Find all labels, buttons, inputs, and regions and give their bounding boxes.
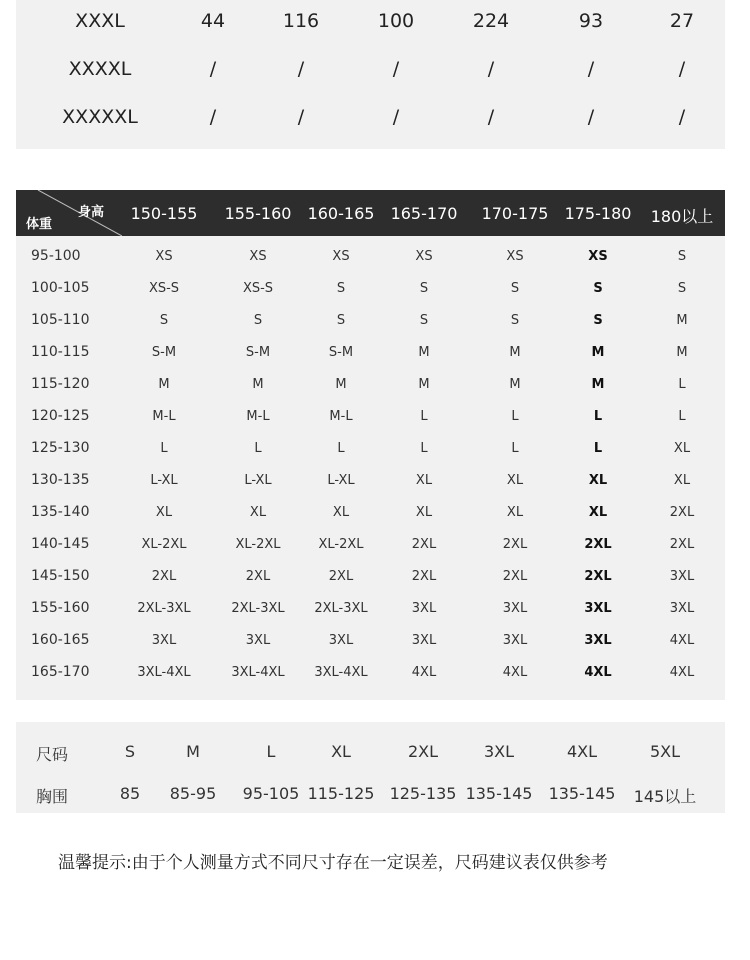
recommended-size: 2XL-3XL — [137, 601, 191, 616]
recommended-size: 3XL — [328, 633, 354, 648]
row-label: 尺码 — [36, 745, 69, 764]
recommended-size: L — [160, 441, 168, 456]
recommended-size: L — [678, 377, 686, 392]
height-range-header: 160-165 — [307, 204, 375, 223]
recommended-size: M-L — [329, 409, 353, 424]
weight-range-label: 95-100 — [31, 248, 81, 264]
bust-value: 95-105 — [242, 784, 300, 803]
height-range-header: 165-170 — [390, 204, 458, 223]
weight-row — [16, 336, 725, 368]
recommended-size: M — [591, 377, 605, 392]
recommended-size: 3XL — [502, 601, 528, 616]
weight-range-label: 120-125 — [31, 408, 90, 424]
recommended-size: M — [676, 313, 688, 328]
recommended-size: L-XL — [150, 473, 178, 488]
bust-value: 135-145 — [465, 784, 533, 803]
recommended-size: 2XL — [411, 537, 437, 552]
measurement-value: / — [487, 58, 495, 80]
size-label: XXXXL — [68, 58, 132, 80]
row-label: 胸围 — [36, 787, 69, 806]
height-range-header: 180以上 — [650, 207, 714, 226]
recommended-size: S-M — [151, 345, 177, 360]
recommended-size: 3XL-4XL — [231, 665, 285, 680]
top-table-row — [16, 4, 725, 34]
recommended-size: S — [593, 313, 603, 328]
weight-range-label: 115-120 — [31, 376, 90, 392]
measurement-value: 44 — [200, 10, 226, 32]
recommended-size: L — [254, 441, 262, 456]
weight-row — [16, 400, 725, 432]
recommended-size: XL — [673, 473, 691, 488]
recommended-size: L — [593, 441, 603, 456]
weight-row — [16, 624, 725, 656]
recommended-size: S — [677, 249, 687, 264]
size-name: 5XL — [649, 742, 681, 761]
recommended-size: 2XL — [411, 569, 437, 584]
weight-row — [16, 432, 725, 464]
weight-row — [16, 368, 725, 400]
recommended-size: XS — [155, 249, 173, 264]
size-name: 2XL — [407, 742, 439, 761]
recommended-size: L — [511, 409, 519, 424]
measurement-value: 27 — [669, 10, 695, 32]
weight-row — [16, 464, 725, 496]
recommended-size: S — [159, 313, 169, 328]
recommended-size: S — [419, 313, 429, 328]
recommended-size: 2XL-3XL — [231, 601, 285, 616]
measurement-value: / — [587, 106, 595, 128]
recommended-size: 2XL — [502, 569, 528, 584]
recommended-size: S — [593, 281, 603, 296]
recommended-size: M — [252, 377, 264, 392]
weight-row — [16, 528, 725, 560]
recommended-size: XL — [155, 505, 173, 520]
bust-value: 125-135 — [389, 784, 457, 803]
recommended-size: M — [676, 345, 688, 360]
measurement-value: / — [392, 106, 400, 128]
recommended-size: 2XL — [245, 569, 271, 584]
size-name: XL — [331, 742, 351, 761]
measurement-tip: 温馨提示:由于个人测量方式不同尺寸存在一定误差，尺码建议表仅供参考 — [58, 853, 608, 873]
height-range-header: 155-160 — [224, 204, 292, 223]
recommended-size: 3XL — [584, 601, 612, 616]
height-label: 身高 — [78, 205, 105, 220]
recommended-size: S — [336, 313, 346, 328]
measurement-value: / — [678, 106, 686, 128]
recommended-size: S — [419, 281, 429, 296]
recommended-size: XL — [249, 505, 267, 520]
recommended-size: S — [510, 313, 520, 328]
weight-range-label: 165-170 — [31, 664, 90, 680]
recommended-size: L-XL — [327, 473, 355, 488]
recommended-size: S — [253, 313, 263, 328]
recommended-size: 4XL — [669, 665, 695, 680]
measurement-value: 224 — [472, 10, 510, 32]
recommended-size: L — [337, 441, 345, 456]
weight-row — [16, 656, 725, 688]
recommended-size: L — [420, 441, 428, 456]
recommended-size: L-XL — [244, 473, 272, 488]
recommended-size: L — [511, 441, 519, 456]
size-name: M — [186, 742, 200, 761]
weight-row — [16, 240, 725, 272]
measurement-value: / — [209, 106, 217, 128]
weight-row — [16, 496, 725, 528]
recommended-size: M — [158, 377, 170, 392]
recommended-size: 3XL-4XL — [314, 665, 368, 680]
size-name: L — [266, 742, 276, 761]
weight-range-label: 130-135 — [31, 472, 90, 488]
weight-row — [16, 272, 725, 304]
recommended-size: 3XL — [245, 633, 271, 648]
weight-range-label: 145-150 — [31, 568, 90, 584]
recommended-size: 3XL — [669, 601, 695, 616]
measurement-value: / — [392, 58, 400, 80]
recommended-size: 2XL — [502, 537, 528, 552]
header-corner — [16, 190, 122, 236]
size-name: 4XL — [566, 742, 598, 761]
recommended-size: 3XL — [411, 601, 437, 616]
measurement-value: / — [209, 58, 217, 80]
recommended-size: M — [335, 377, 347, 392]
weight-row — [16, 560, 725, 592]
recommended-size: 2XL — [584, 569, 612, 584]
recommended-size: M — [418, 377, 430, 392]
recommended-size: XL — [588, 473, 608, 488]
recommended-size: L — [593, 409, 603, 424]
recommended-size: 3XL — [584, 633, 612, 648]
recommended-size: 2XL — [151, 569, 177, 584]
measurement-value: / — [297, 106, 305, 128]
size-label: XXXXXL — [62, 106, 138, 128]
recommended-size: XL — [332, 505, 350, 520]
recommended-size: 4XL — [502, 665, 528, 680]
recommended-size: S — [510, 281, 520, 296]
recommended-size: XS-S — [242, 281, 274, 296]
recommended-size: XS — [588, 249, 608, 264]
size-name: 3XL — [483, 742, 515, 761]
weight-range-label: 160-165 — [31, 632, 90, 648]
recommended-size: S — [336, 281, 346, 296]
weight-height-size-table — [16, 190, 725, 700]
recommended-size: XS — [249, 249, 267, 264]
measurement-value: 116 — [282, 10, 320, 32]
recommended-size: XL — [415, 505, 433, 520]
weight-range-label: 125-130 — [31, 440, 90, 456]
recommended-size: S-M — [328, 345, 354, 360]
weight-row — [16, 592, 725, 624]
weight-row — [16, 304, 725, 336]
recommended-size: M — [509, 345, 521, 360]
recommended-size: 2XL — [669, 537, 695, 552]
bust-table-row — [16, 778, 725, 808]
weight-range-label: 135-140 — [31, 504, 90, 520]
measurement-value: / — [678, 58, 686, 80]
recommended-size: 4XL — [411, 665, 437, 680]
recommended-size: 3XL — [411, 633, 437, 648]
recommended-size: M-L — [152, 409, 176, 424]
weight-range-label: 155-160 — [31, 600, 90, 616]
recommended-size: S-M — [245, 345, 271, 360]
weight-range-label: 110-115 — [31, 344, 90, 360]
top-table-row — [16, 52, 725, 82]
bust-table-row — [16, 736, 725, 766]
measurement-value: / — [587, 58, 595, 80]
height-range-header: 170-175 — [481, 204, 549, 223]
recommended-size: XS-S — [148, 281, 180, 296]
measurement-value: 93 — [578, 10, 604, 32]
recommended-size: XS — [332, 249, 350, 264]
recommended-size: 2XL — [328, 569, 354, 584]
recommended-size: 3XL — [669, 569, 695, 584]
recommended-size: XS — [506, 249, 524, 264]
recommended-size: 3XL — [151, 633, 177, 648]
height-range-header: 175-180 — [564, 204, 632, 223]
measurement-value: 100 — [377, 10, 415, 32]
height-header-bar — [16, 190, 725, 236]
recommended-size: L — [678, 409, 686, 424]
recommended-size: M — [509, 377, 521, 392]
bust-size-table — [16, 722, 725, 813]
recommended-size: S — [677, 281, 687, 296]
recommended-size: 4XL — [669, 633, 695, 648]
recommended-size: XL-2XL — [235, 537, 281, 552]
bust-value: 115-125 — [307, 784, 375, 803]
recommended-size: XL-2XL — [318, 537, 364, 552]
weight-range-label: 100-105 — [31, 280, 90, 296]
measurement-value: / — [487, 106, 495, 128]
bust-value: 85 — [119, 784, 141, 803]
bust-value: 85-95 — [169, 784, 217, 803]
recommended-size: 3XL-4XL — [137, 665, 191, 680]
measurement-value: / — [297, 58, 305, 80]
top-size-table — [16, 0, 725, 149]
recommended-size: XL-2XL — [141, 537, 187, 552]
recommended-size: XS — [415, 249, 433, 264]
recommended-size: 2XL — [584, 537, 612, 552]
size-name: S — [124, 742, 136, 761]
size-label: XXXL — [75, 10, 125, 32]
recommended-size: L — [420, 409, 428, 424]
recommended-size: XL — [506, 505, 524, 520]
recommended-size: 3XL — [502, 633, 528, 648]
bust-value: 145以上 — [633, 787, 697, 806]
weight-range-label: 105-110 — [31, 312, 90, 328]
recommended-size: M — [591, 345, 605, 360]
recommended-size: 2XL — [669, 505, 695, 520]
height-range-header: 150-155 — [130, 204, 198, 223]
recommended-size: M-L — [246, 409, 270, 424]
recommended-size: XL — [673, 441, 691, 456]
recommended-size: XL — [588, 505, 608, 520]
recommended-size: 2XL-3XL — [314, 601, 368, 616]
weight-label: 体重 — [26, 217, 53, 232]
recommended-size: M — [418, 345, 430, 360]
recommended-size: 4XL — [584, 665, 612, 680]
top-table-row — [16, 100, 725, 130]
weight-range-label: 140-145 — [31, 536, 90, 552]
recommended-size: XL — [415, 473, 433, 488]
recommended-size: XL — [506, 473, 524, 488]
bust-value: 135-145 — [548, 784, 616, 803]
